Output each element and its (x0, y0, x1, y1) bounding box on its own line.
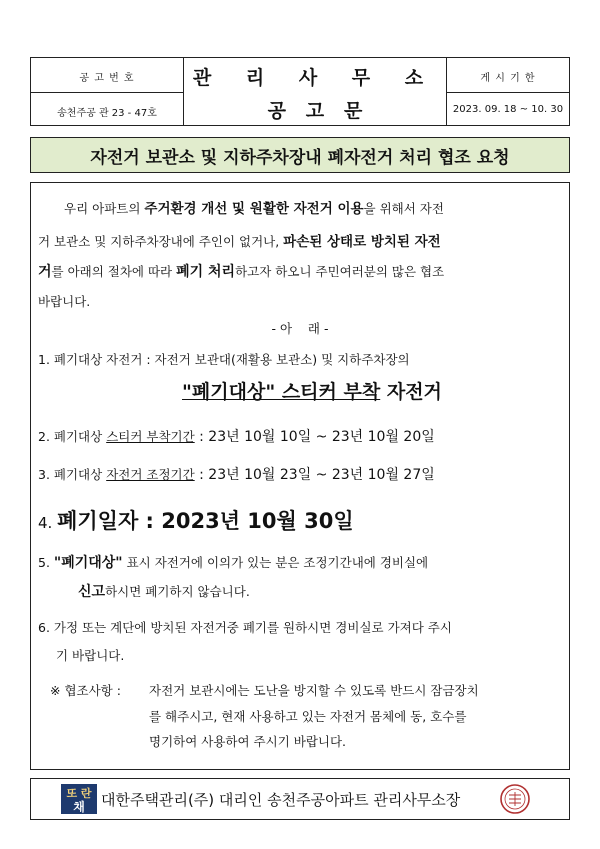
item-3-dates: : 23년 10월 23일 ~ 23년 10월 27일 (194, 467, 435, 483)
intro-text: 하고자 하오니 주민여러분의 많은 협조 (235, 264, 445, 279)
intro-line-1 (64, 201, 444, 217)
footer (30, 778, 570, 820)
intro-emphasis: 거 (38, 264, 52, 280)
divider (31, 92, 184, 93)
item-6-line-2: 기 바랍니다. (56, 648, 125, 663)
item-1-emphasis-tail: 자전거 (380, 381, 442, 403)
company-logo (61, 784, 97, 814)
item-2 (38, 429, 435, 445)
item-5-text: 표시 자전거에 이의가 있는 분은 조정기간내에 경비실에 (122, 555, 429, 570)
intro-line-2 (38, 234, 441, 250)
item-4 (38, 505, 354, 535)
doc-type: 공 고 문 (267, 100, 363, 122)
item-1-emphasis: "폐기대상" 스티커 부착 (182, 381, 381, 403)
period-label: 게 시 기 한 (480, 73, 536, 84)
item-5-text: 하시면 폐기하지 않습니다. (105, 584, 250, 599)
item-6-line-1: 6. 가정 또는 계단에 방치된 자전거중 폐기를 원하시면 경비실로 가져다 주시 (38, 620, 452, 635)
seal-icon (499, 783, 531, 815)
note-line-3: 명기하여 사용하여 주시기 바랍니다. (149, 734, 347, 749)
page-title: 자전거 보관소 및 지하주차장내 폐자전거 처리 협조 요청 (30, 137, 570, 173)
item-5-line-2 (78, 584, 250, 600)
intro-text: 을 위해서 자전 (363, 201, 444, 216)
item-5-number: 5. (38, 555, 54, 570)
note-line-1: 자전거 보관시에는 도난을 방지할 수 있도록 반드시 잠금장치 (149, 683, 479, 698)
intro-line-3 (38, 264, 444, 280)
divider (447, 92, 569, 93)
below-label: - 아 래 - (271, 321, 329, 336)
item-4-disposal-date: 폐기일자 : 2023년 10월 30일 (57, 509, 354, 533)
intro-text: 를 아래의 절차에 따라 (51, 264, 177, 279)
intro-emphasis: 파손된 상태로 방치된 자전 (283, 234, 441, 250)
notice-number-value: 송천주공 관 23 - 47호 (57, 108, 157, 119)
period-value: 2023. 09. 18 ~ 10. 30 (452, 104, 564, 115)
intro-emphasis: 주거환경 개선 및 원활한 자전거 이용 (144, 201, 364, 217)
header-table (30, 57, 570, 126)
official-seal (499, 783, 531, 815)
logo-text-bottom: 채 (73, 800, 85, 814)
item-3-period-name: 자전거 조정기간 (106, 467, 195, 482)
logo-text-top: 또 란 (66, 787, 92, 800)
item-1-text: 1. 폐기대상 자전거 : 자전거 보관대(재활용 보관소) 및 지하주차장의 (38, 352, 410, 367)
item-4-number: 4. (38, 514, 58, 532)
item-5-report: 신고 (78, 584, 106, 600)
item-3-label: 3. 폐기대상 (38, 467, 107, 482)
footer-issuer: 대한주택관리(주) 대리인 송천주공아파트 관리사무소장 (101, 791, 461, 809)
intro-text: 거 보관소 및 지하주차장내에 주인이 없거나, (38, 234, 284, 249)
intro-text: 우리 아파트의 (64, 201, 145, 216)
item-5-line-1 (38, 555, 428, 571)
office-cell (184, 58, 447, 125)
note-label: ※ 협조사항 : (50, 683, 121, 698)
note-line-2: 를 해주시고, 현재 사용하고 있는 자전거 몸체에 동, 호수를 (149, 709, 467, 724)
item-1-sticker-line (182, 377, 442, 404)
item-5-emphasis: "폐기대상" (53, 555, 123, 571)
office-name: 관 리 사 무 소 (192, 67, 438, 89)
item-2-label: 2. 폐기대상 (38, 429, 107, 444)
item-2-dates: : 23년 10월 10일 ~ 23년 10월 20일 (194, 429, 435, 445)
intro-emphasis: 폐기 처리 (176, 264, 236, 280)
intro-line-4: 바랍니다. (38, 294, 91, 309)
item-3 (38, 467, 435, 483)
item-2-period-name: 스티커 부착기간 (106, 429, 195, 444)
notice-number-label: 공 고 번 호 (79, 73, 135, 84)
